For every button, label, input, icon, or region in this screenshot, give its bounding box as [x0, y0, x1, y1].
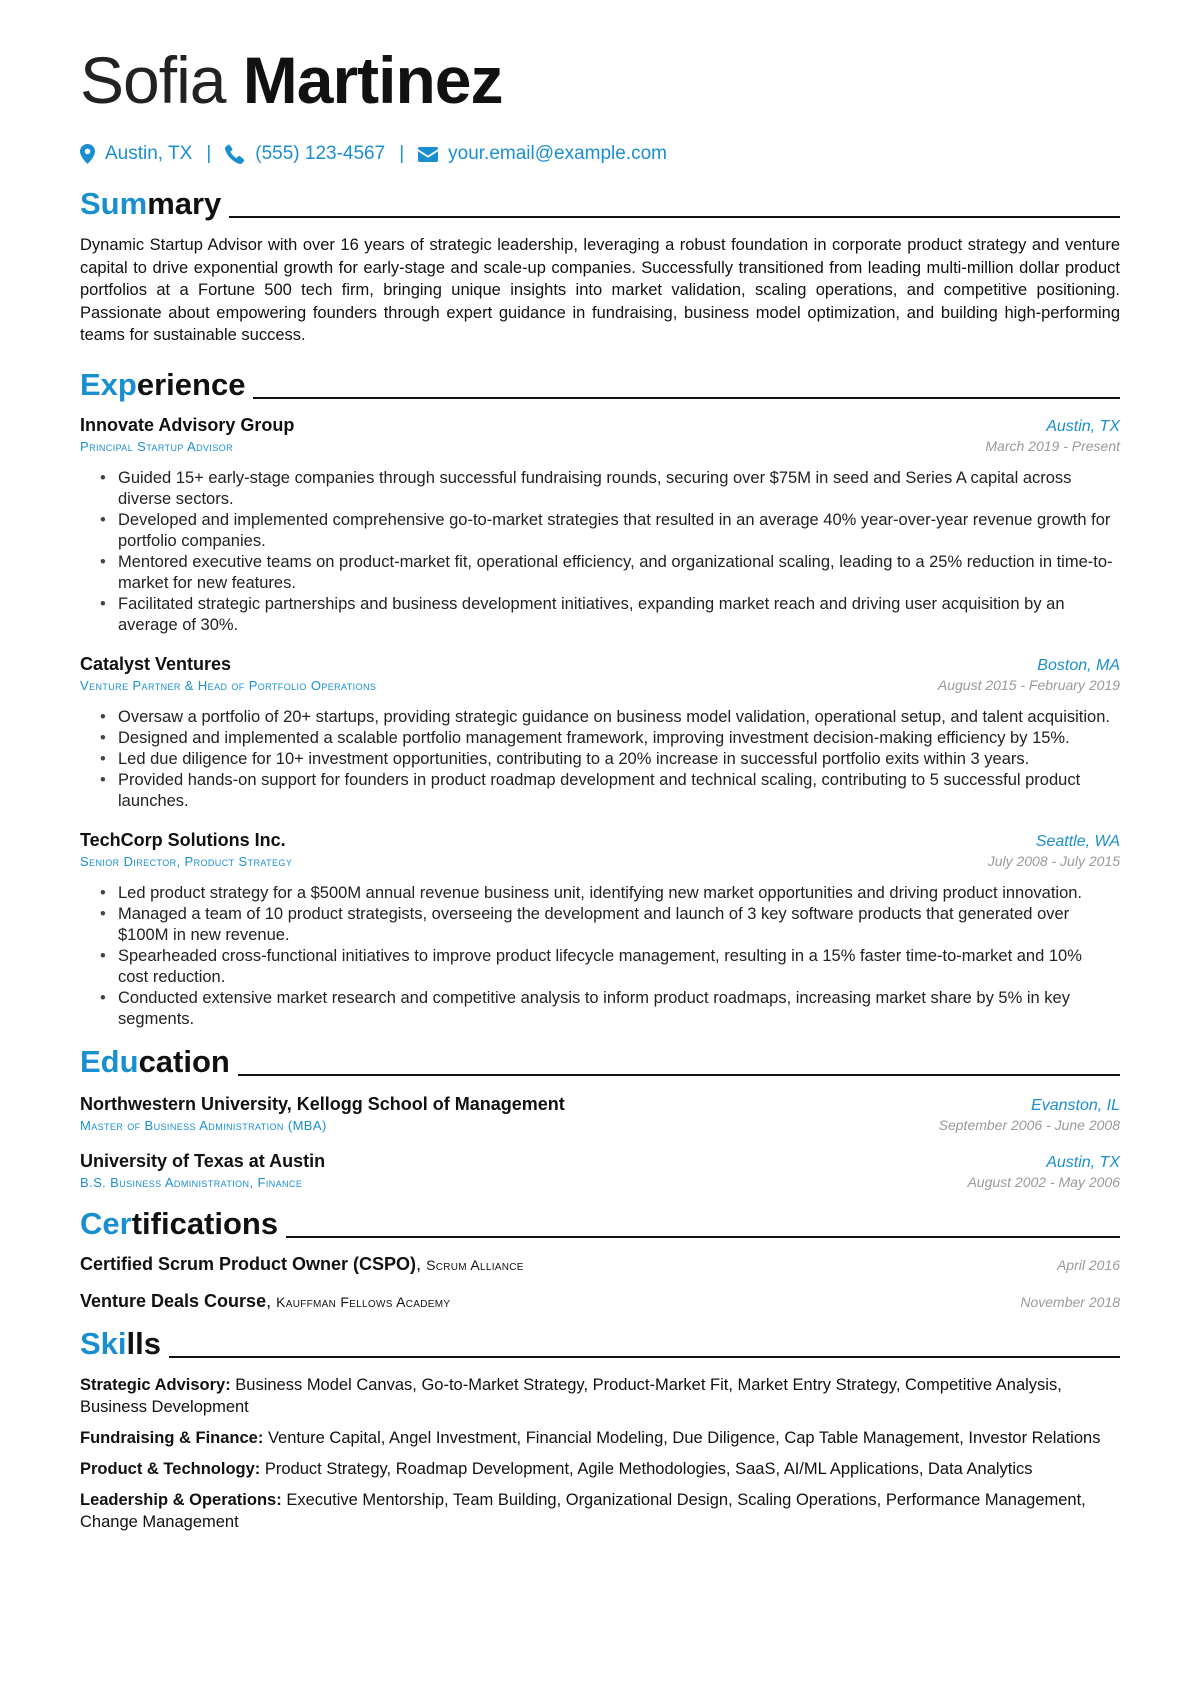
achievement-item: • Provided hands-on support for founders in product roadmap development and technical scaling, contributing to 5 successful product launches.: [118, 770, 1120, 812]
map-pin-icon: [80, 144, 95, 164]
company-name: Catalyst Ventures: [80, 653, 232, 674]
certification-issuer: Scrum Alliance: [426, 1256, 524, 1273]
certification-entry: Certified Scrum Product Owner (CSPO), Scrum Alliance April 2016: [80, 1253, 1120, 1274]
degree: B.S. Business Administration, Finance: [80, 1174, 303, 1190]
achievement-item: • Managed a team of 10 product strategists, overseeing the development and launch of 3 key software products that generated over $100M in new revenue.: [118, 904, 1120, 946]
company-name: TechCorp Solutions Inc.: [80, 829, 286, 850]
achievement-item: • Led due diligence for 10+ investment opportunities, contributing to a 20% increase in successful portfolio exits within 3 years.: [118, 749, 1120, 770]
education-title: Education: [80, 1043, 230, 1079]
job-title: Venture Partner & Head of Portfolio Operations: [80, 677, 377, 693]
job-title: Senior Director, Product Strategy: [80, 853, 293, 869]
skill-group: [80, 1489, 1120, 1533]
skill-category: Leadership & Operations:: [80, 1490, 282, 1509]
school-name: University of Texas at Austin: [80, 1150, 326, 1171]
skill-category: Fundraising & Finance:: [80, 1428, 264, 1447]
experience-list: [80, 415, 1120, 1030]
skills-section-heading: [80, 1326, 1120, 1362]
skill-items: Business Model Canvas, Go-to-Market Strategy, Product-Market Fit, Market Entry Strategy, Competitive Analysis, Business Development: [80, 1375, 1062, 1416]
skills-title: Skills: [80, 1325, 161, 1361]
certification-date: November 2018: [1020, 1293, 1120, 1310]
skill-items: Venture Capital, Angel Investment, Financial Modeling, Due Diligence, Cap Table Management, Investor Relations: [267, 1428, 1101, 1447]
achievement-item: • Oversaw a portfolio of 20+ startups, providing strategic guidance on business model validation, operational setup, and talent acquisition.: [118, 707, 1120, 728]
achievement-item: • Designed and implemented a scalable portfolio management framework, improving investment decision-making efficiency by 15%.: [118, 728, 1120, 749]
contact-phone: [225, 143, 385, 165]
achievement-list: [80, 468, 1120, 636]
location-text: Austin, TX: [105, 143, 193, 164]
company-name: Innovate Advisory Group: [80, 414, 295, 435]
school-location: Austin, TX: [1046, 1153, 1120, 1171]
contact-location: [80, 143, 192, 165]
achievement-list: [80, 707, 1120, 812]
education-entry: [80, 1151, 1120, 1190]
skill-group: [80, 1374, 1120, 1418]
achievement-item: • Developed and implemented comprehensive go-to-market strategies that resulted in an average 40% year-over-year revenue growth for portfolio companies.: [118, 510, 1120, 552]
contact-email[interactable]: [418, 143, 667, 165]
achievement-item: • Conducted extensive market research and competitive analysis to inform product roadmaps, increasing market share by 5% in key segments.: [118, 988, 1120, 1030]
certifications-list: [80, 1254, 1120, 1312]
education-list: [80, 1094, 1120, 1190]
contact-bar: [80, 138, 1120, 170]
job-location: Seattle, WA: [1035, 832, 1120, 850]
job-title: Principal Startup Advisor: [80, 438, 234, 454]
education-dates: September 2006 - June 2008: [938, 1116, 1120, 1133]
skill-items: Executive Mentorship, Team Building, Organizational Design, Scaling Operations, Performance Management, Change Management: [80, 1490, 1086, 1531]
last-name: Martinez: [242, 43, 503, 117]
certification-date: April 2016: [1056, 1256, 1120, 1273]
skill-category: Product & Technology:: [80, 1459, 261, 1478]
experience-title: Experience: [80, 366, 246, 402]
certification-issuer: Kauffman Fellows Academy: [276, 1293, 451, 1310]
achievement-list: [80, 883, 1120, 1030]
certifications-section-heading: [80, 1206, 1120, 1242]
resume-page: [80, 40, 1120, 1542]
education-section-heading: [80, 1044, 1120, 1080]
email-link[interactable]: your.email@example.com: [448, 143, 667, 164]
school-name: Northwestern University, Kellogg School of Management: [80, 1093, 565, 1114]
skill-category: Strategic Advisory:: [80, 1375, 231, 1394]
education-entry: [80, 1094, 1120, 1133]
degree: Master of Business Administration (MBA): [80, 1117, 327, 1133]
achievement-item: • Mentored executive teams on product-market fit, operational efficiency, and organizational scaling, leading to a 25% reduction in time-to-market for new features.: [118, 552, 1120, 594]
achievement-item: • Facilitated strategic partnerships and business development initiatives, expanding market reach and driving user acquisition by an average of 30%.: [118, 594, 1120, 636]
contact-separator: |: [206, 143, 212, 164]
skill-group: [80, 1458, 1120, 1480]
summary-title: Summary: [80, 186, 222, 221]
summary-section-heading: [80, 186, 1120, 222]
contact-separator: |: [399, 143, 405, 164]
certification-name: Venture Deals Course: [80, 1290, 267, 1311]
section-divider: [286, 1236, 1120, 1238]
school-location: Evanston, IL: [1031, 1096, 1120, 1114]
experience-section-heading: [80, 367, 1120, 403]
education-dates: August 2002 - May 2006: [967, 1173, 1120, 1190]
summary-text: Dynamic Startup Advisor with over 16 years of strategic leadership, leveraging a robust foundation in corporate product strategy and venture capital to drive exponential growth for early-stage and scale-up companies. Successfully transitioned from leading multi-million dollar product portfolios at a Fortune 500 tech firm, bringing unique insights into market validation, scaling operations, and competitive positioning. Passionate about empowering founders through expert guidance in fundraising, business model optimization, and building high-performing teams for sustainable success.: [80, 236, 1120, 344]
achievement-item: • Led product strategy for a $500M annual revenue business unit, identifying new market opportunities and driving product innovation.: [118, 883, 1120, 904]
skill-items: Product Strategy, Roadmap Development, Agile Methodologies, SaaS, AI/ML Applications, Data Analytics: [264, 1459, 1033, 1478]
certifications-title: Certifications: [80, 1205, 279, 1241]
job-location: Austin, TX: [1046, 417, 1120, 435]
envelope-icon: [418, 147, 438, 162]
section-divider: [253, 397, 1120, 399]
phone-icon: [225, 144, 245, 164]
achievement-item: • Guided 15+ early-stage companies through successful fundraising rounds, securing over $75M in seed and Series A capital across diverse sectors.: [118, 468, 1120, 510]
section-divider: [229, 216, 1120, 218]
first-name: Sofia: [80, 43, 226, 117]
skill-group: [80, 1427, 1120, 1449]
candidate-name: [80, 40, 1120, 120]
experience-entry: [80, 830, 1120, 1030]
certification-name: Certified Scrum Product Owner (CSPO): [80, 1253, 417, 1274]
phone-text: (555) 123-4567: [255, 143, 386, 164]
job-location: Boston, MA: [1037, 656, 1120, 674]
experience-entry: [80, 415, 1120, 636]
job-dates: July 2008 - July 2015: [987, 852, 1120, 869]
skills-list: [80, 1374, 1120, 1533]
section-divider: [169, 1356, 1120, 1358]
certification-entry: Venture Deals Course, Kauffman Fellows Academy November 2018: [80, 1290, 1120, 1311]
job-dates: August 2015 - February 2019: [937, 676, 1120, 693]
job-dates: March 2019 - Present: [985, 437, 1120, 454]
section-divider: [238, 1074, 1120, 1076]
achievement-item: • Spearheaded cross-functional initiatives to improve product lifecycle management, resulting in a 15% faster time-to-market and 10% cost reduction.: [118, 946, 1120, 988]
experience-entry: [80, 654, 1120, 812]
